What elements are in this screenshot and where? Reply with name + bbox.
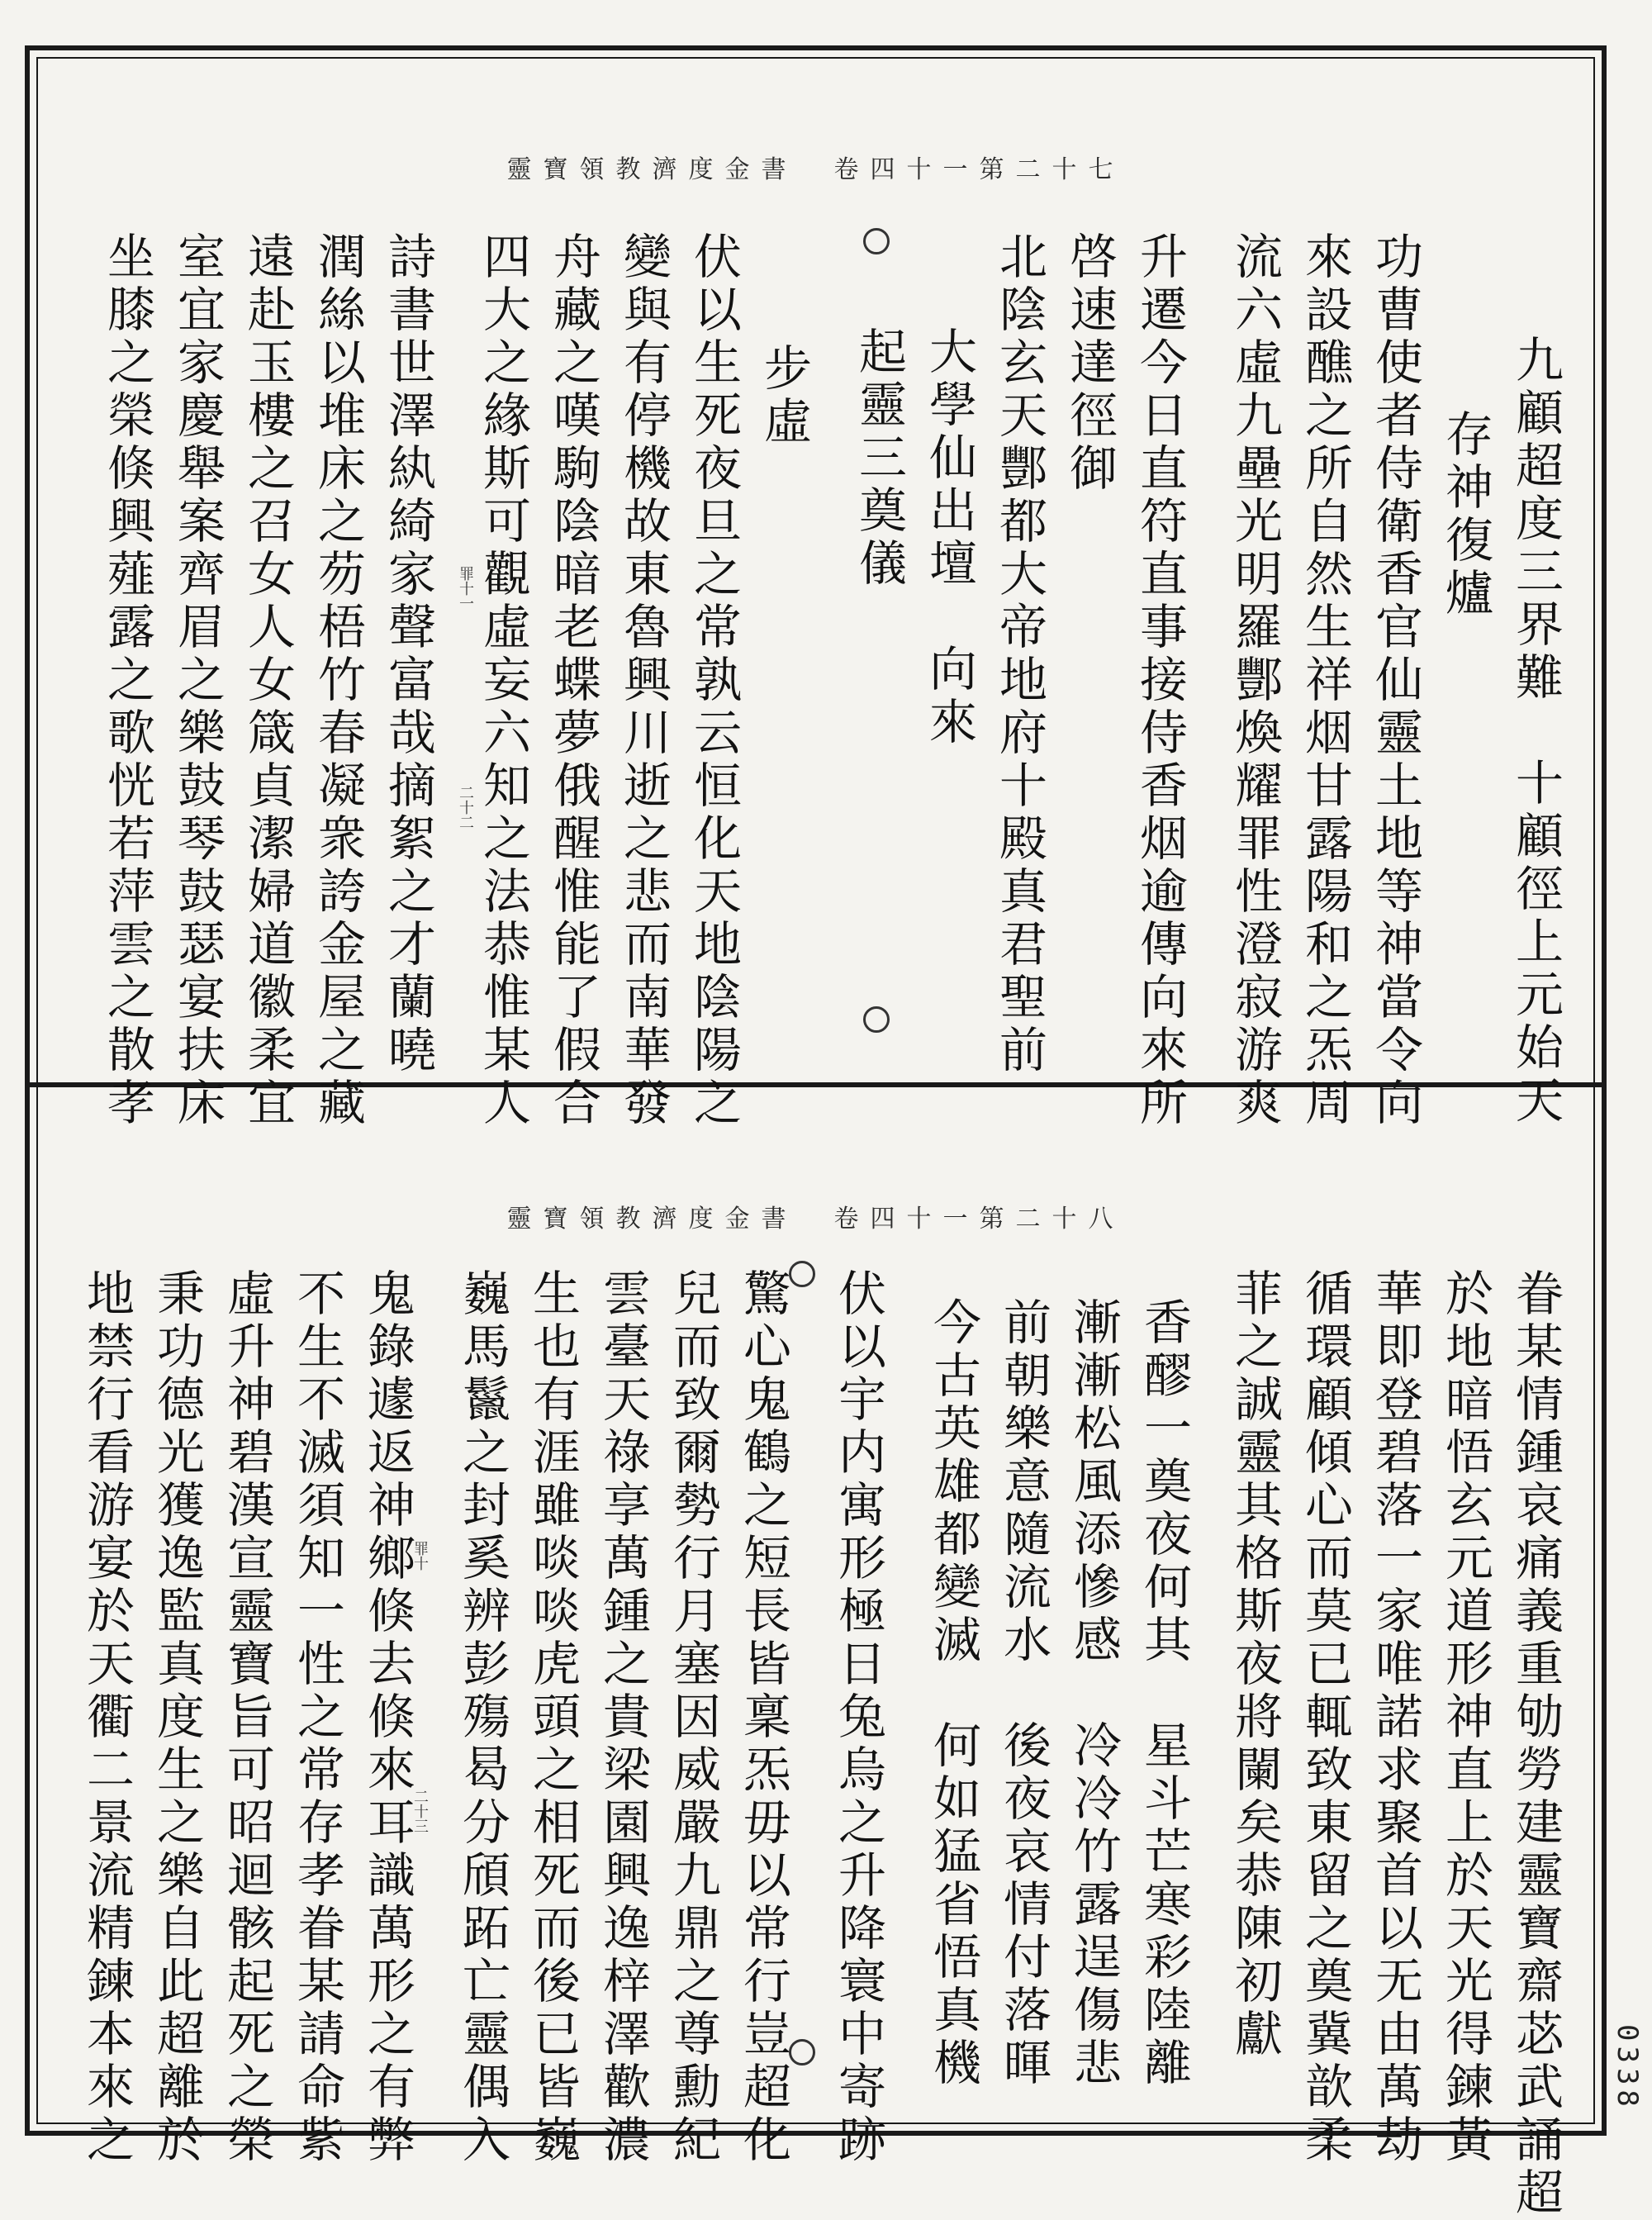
binding-hole-icon <box>863 1006 890 1033</box>
text-column: 眷某情鍾哀痛義重劬勞建靈寶齋苾武誦超 <box>1507 1268 1564 2220</box>
top-page <box>37 58 1594 1130</box>
text-column: 今古英雄都變滅 何如猛省悟真機 <box>925 1297 981 2090</box>
margin-note: 罪十一 <box>457 566 474 611</box>
page-header: 靈寶領教濟度金書 卷四十一第二十八 <box>506 1205 1125 1234</box>
text-column: 遠赴玉樓之召女人女箴貞潔婦道徽柔宜 <box>240 231 296 1130</box>
text-column: 啓速達徑御 <box>1061 231 1118 496</box>
text-column: 潤絲以堆床之芴梧竹春凝衆誇金屋之藏 <box>310 231 366 1130</box>
text-column: 升遷今日直符直事接侍香烟逾傳向來所 <box>1132 231 1188 1130</box>
text-column: 地禁行看游宴於天衢二景流精鍊本來之 <box>78 1268 135 2167</box>
text-column: 步虛 <box>756 343 812 449</box>
binding-hole-icon <box>863 228 890 254</box>
text-column: 來設醮之所自然生祥烟甘露陽和之炁周 <box>1297 231 1353 1130</box>
text-column: 循環顧傾心而莫已輒致東留之奠冀歆柔 <box>1297 1268 1353 2167</box>
text-column: 大學仙出壇 向來 <box>921 326 977 749</box>
text-column: 坐膝之榮倏興薤露之歌恍若萍雲之散孝 <box>99 231 155 1130</box>
text-column: 四大之緣斯可觀虛妄六知之法恭惟某人 <box>475 231 531 1130</box>
text-column: 流六虛九壘光明羅酆煥耀罪性澄寂游爽 <box>1227 231 1283 1130</box>
text-column: 菲之誠靈其格斯夜將闌矣恭陳初獻 <box>1227 1268 1283 2061</box>
text-column: 舟藏之嘆駒陰暗老蝶夢俄醒惟能了假合 <box>545 231 601 1130</box>
text-column: 雲臺天祿享萬鍾之貴梁園興逸梓澤歡濃 <box>595 1268 651 2167</box>
binding-hole-icon <box>789 2039 815 2066</box>
text-column: 漸漸松風添慘感 冷冷竹露逞傷悲 <box>1066 1297 1122 2090</box>
text-column: 鬼錄遽返神鄉倏去倏來耳識萬形之有弊 <box>359 1268 415 2167</box>
bottom-page <box>37 1091 1594 2220</box>
binding-hole-icon <box>789 1261 815 1287</box>
text-column: 詩書世澤紈綺家聲富哉摘絮之才蘭曉 <box>380 231 436 1077</box>
text-column: 於地暗悟玄元道形神直上於天光得鍊黃 <box>1437 1268 1493 2167</box>
text-column: 兒而致爾勢行月塞因威嚴九鼎之尊勳紀 <box>665 1268 721 2167</box>
text-column: 秉功德光獲逸監真度生之樂自此超離於 <box>149 1268 205 2167</box>
text-column: 巍馬鬣之封奚辨彭殤曷分頎跖亡靈偶入 <box>454 1268 510 2167</box>
text-column: 香醪一奠夜何其 星斗芒寒彩陸離 <box>1136 1297 1192 2090</box>
text-column: 前朝樂意隨流水 後夜哀情付落暉 <box>995 1297 1051 2090</box>
text-column: 不生不滅須知一性之常存孝眷某請命紫 <box>289 1268 345 2167</box>
margin-note: 二十二 <box>457 785 474 830</box>
margin-note: 罪十 <box>411 1541 429 1571</box>
text-column: 起靈三奠儀 <box>851 326 907 591</box>
text-column: 伏以生死夜旦之常孰云恒化天地陰陽之 <box>686 231 742 1130</box>
text-column: 北陰玄天酆都大帝地府十殿真君聖前 <box>991 231 1047 1077</box>
text-column: 華即登碧落一家唯諾求聚首以无由萬劫 <box>1367 1268 1423 2167</box>
margin-note: 二十三 <box>411 1789 429 1833</box>
text-column: 室宜家慶舉案齊眉之樂鼓琴鼓瑟宴扶床 <box>169 231 225 1130</box>
text-column: 驚心鬼鶴之短長皆稟炁毋以常行豈超化 <box>735 1268 791 2167</box>
text-column: 存神復爐 <box>1437 409 1493 620</box>
page-header: 靈寶領教濟度金書 卷四十一第二十七 <box>506 155 1125 184</box>
text-column: 虛升神碧漢宣靈寶旨可昭迴骸起死之榮 <box>219 1268 275 2167</box>
text-column: 生也有涯雖啖啖虎頭之相死而後已皆巍 <box>525 1268 581 2167</box>
text-column: 九顧超度三界難 十顧徑上元始天 <box>1507 335 1564 1128</box>
text-column: 功曹使者侍衛香官仙靈土地等神當令向 <box>1367 231 1423 1130</box>
page-number: 0338 <box>1611 2024 1644 2112</box>
text-column: 變與有停機故東魯興川逝之悲而南華發 <box>615 231 672 1130</box>
text-column: 伏以宇内寓形極日兔烏之升降寰中寄跡 <box>830 1268 886 2167</box>
